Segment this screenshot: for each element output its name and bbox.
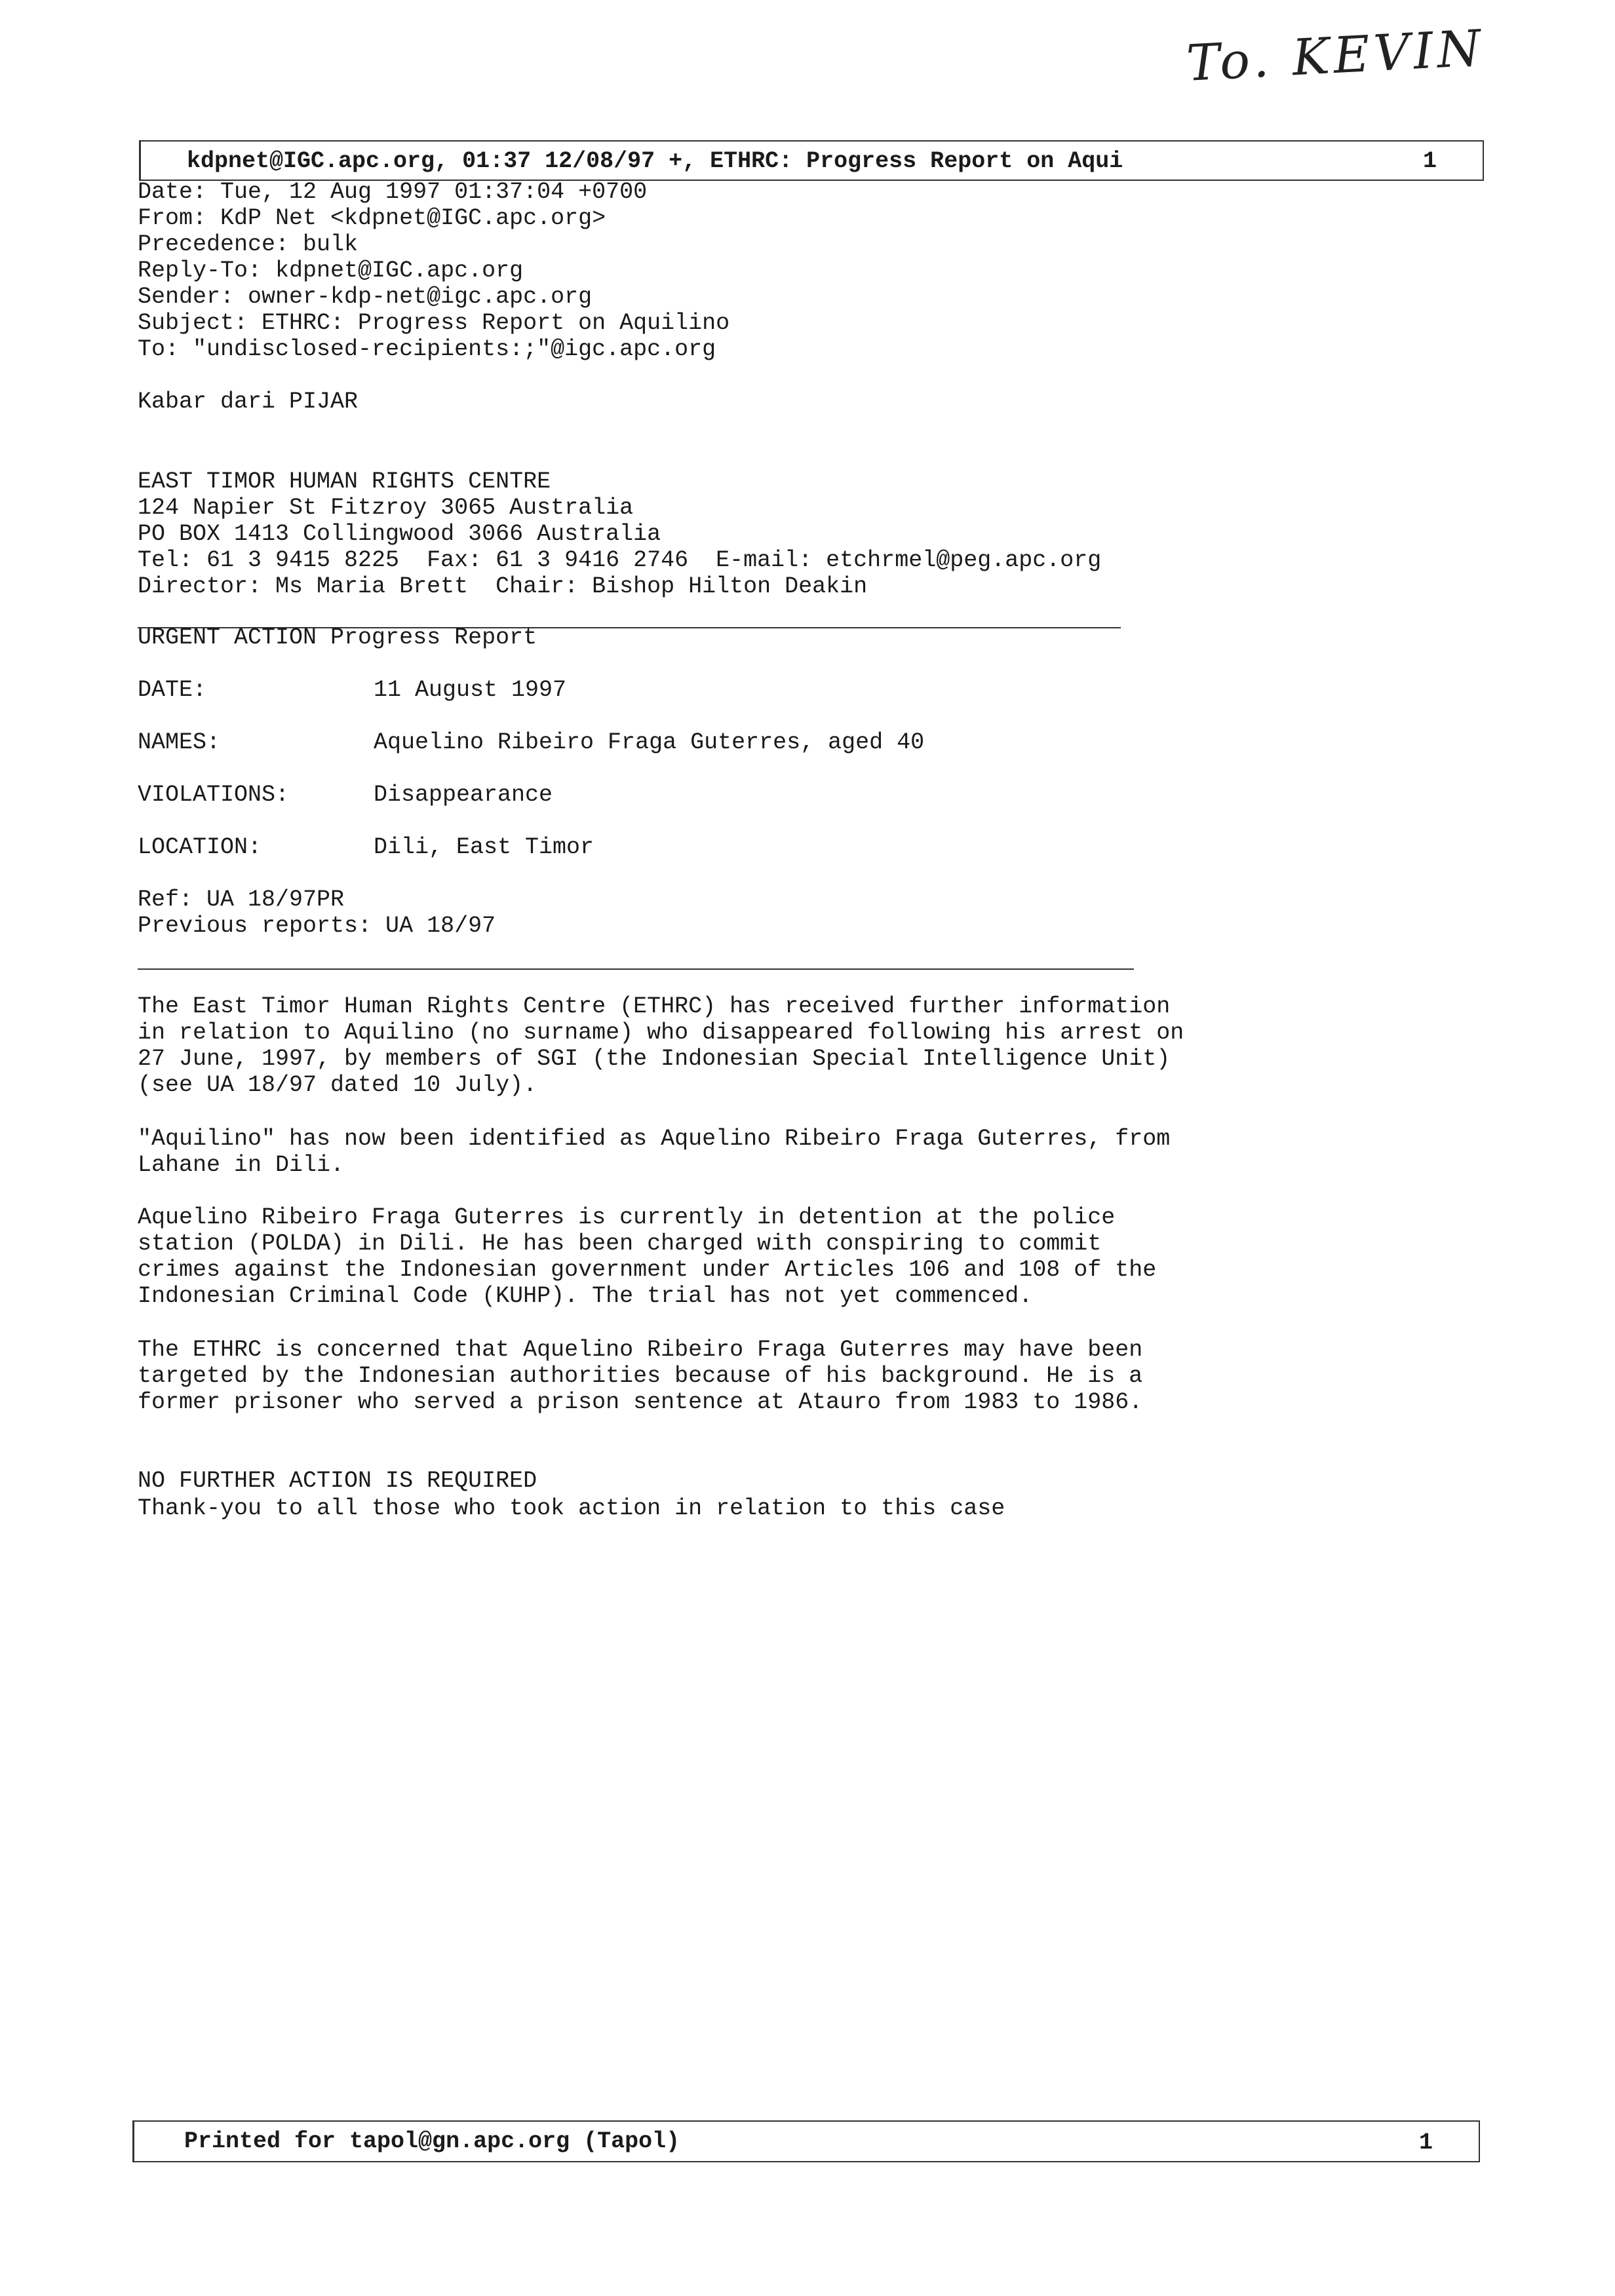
closing-thanks: Thank-you to all those who took action in relation to this case [138,1495,1005,1521]
body-paragraph: The East Timor Human Rights Centre (ETHRC) has received further information in relation to Aquilino (no surname) who disappeared following his arrest on 27 June, 1997, by members of SGI (the Indonesian Special Intelligence Unit) (see UA 18/97 dated 10 July). [138,993,1184,1098]
header-page-number: 1 [1422,148,1437,174]
previous-reports: Previous reports: UA 18/97 [138,913,496,939]
org-street-address: 124 Napier St Fitzroy 3065 Australia [138,495,634,521]
email-header-from: From: KdP Net <kdpnet@IGC.apc.org> [138,205,606,231]
intro-line: Kabar dari PIJAR [138,389,359,415]
email-header-reply-to: Reply-To: kdpnet@IGC.apc.org [138,258,524,284]
org-contact: Tel: 61 3 9415 8225 Fax: 61 3 9416 2746 E-mail: etchrmel@peg.apc.org [138,547,1102,573]
email-header-date: Date: Tue, 12 Aug 1997 01:37:04 +0700 [138,179,648,205]
header-text: kdpnet@IGC.apc.org, 01:37 12/08/97 +, ETHRC: Progress Report on Aqui [187,148,1123,174]
org-name: EAST TIMOR HUMAN RIGHTS CENTRE [138,469,551,495]
field-value-date: 11 August 1997 [374,677,567,703]
footer-text: Printed for tapol@gn.apc.org (Tapol) [184,2128,680,2154]
email-header-precedence: Precedence: bulk [138,231,359,258]
field-label-names: NAMES: [138,729,221,756]
footer-page-number: 1 [1418,2130,1433,2156]
field-label-date: DATE: [138,677,207,703]
body-paragraph: "Aquilino" has now been identified as Aquelino Ribeiro Fraga Guterres, from Lahane in Dili. [138,1126,1171,1178]
print-header [139,140,1484,181]
field-value-violations: Disappearance [374,782,553,808]
field-label-violations: VIOLATIONS: [138,782,290,808]
email-header-sender: Sender: owner-kdp-net@igc.apc.org [138,284,593,310]
report-title: URGENT ACTION Progress Report [138,624,537,651]
org-po-box: PO BOX 1413 Collingwood 3066 Australia [138,521,661,547]
field-value-location: Dili, East Timor [374,834,594,860]
email-header-to: To: "undisclosed-recipients:;"@igc.apc.org [138,336,716,362]
handwritten-note: To. KEVIN [1184,18,1487,92]
email-header-subject: Subject: ETHRC: Progress Report on Aquilino [138,310,730,336]
print-footer [132,2120,1480,2162]
field-value-names: Aquelino Ribeiro Fraga Guterres, aged 40 [374,729,925,756]
field-label-location: LOCATION: [138,834,262,860]
closing-notice: NO FURTHER ACTION IS REQUIRED [138,1468,537,1494]
body-paragraph: The ETHRC is concerned that Aquelino Ribeiro Fraga Guterres may have been targeted by the Indonesian authorities because of his background. He is a former prisoner who served a prison sentence at Atauro from 1983 to 1986. [138,1337,1143,1415]
org-director-chair: Director: Ms Maria Brett Chair: Bishop Hilton Deakin [138,573,868,600]
reference-number: Ref: UA 18/97PR [138,887,345,913]
divider-rule [138,968,1134,970]
body-paragraph: Aquelino Ribeiro Fraga Guterres is currently in detention at the police station (POLDA) in Dili. He has been charged with conspiring to commit crimes against the Indonesian government under Articles 106 and 108 of the Indonesian Criminal Code (KUHP). The trial has not yet commenced. [138,1204,1157,1309]
